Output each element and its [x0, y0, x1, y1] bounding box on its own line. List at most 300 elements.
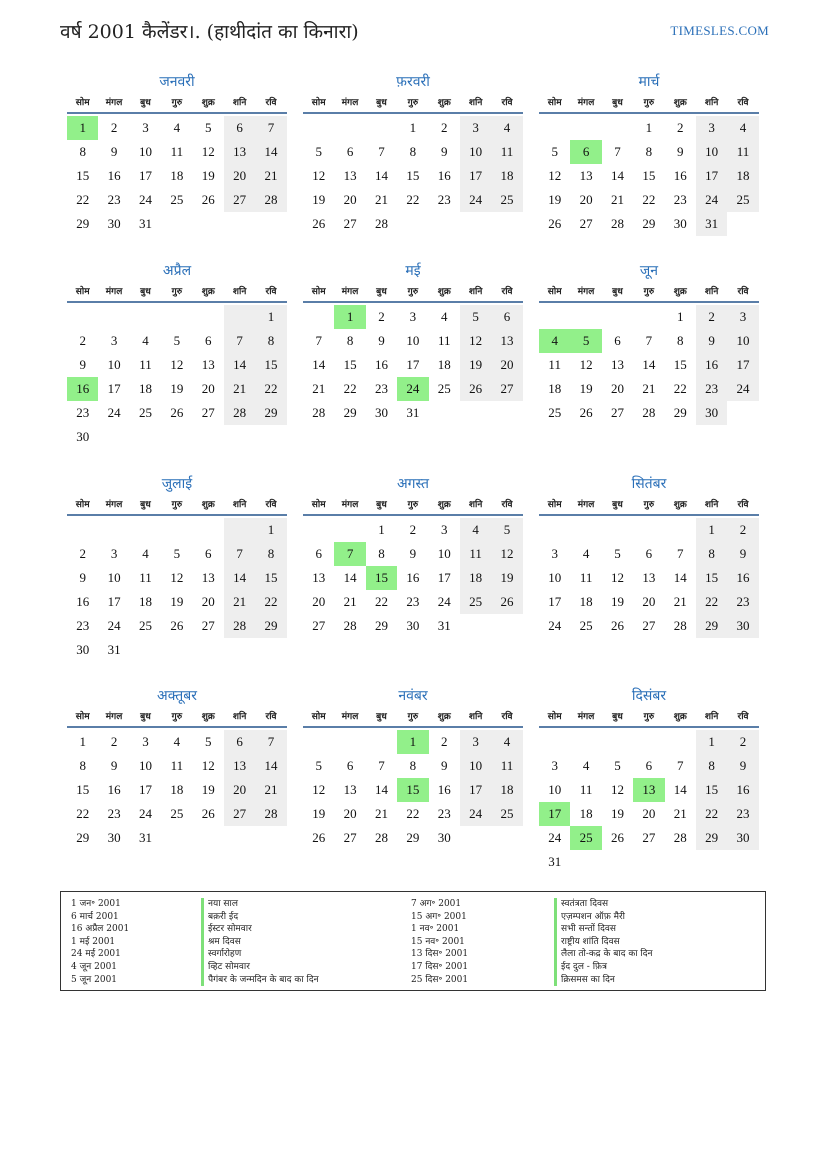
day-cell: 14	[255, 140, 286, 164]
day-cell: 30	[673, 216, 687, 231]
day-cell-empty	[602, 730, 633, 754]
day-cell: 18	[579, 806, 593, 821]
month-name: जनवरी	[159, 74, 195, 90]
weekday-header	[67, 708, 287, 728]
day-cell: 5	[315, 144, 322, 159]
month-name: फ़रवरी	[396, 74, 430, 90]
day-cell: 12	[201, 144, 215, 159]
day-cell: 15	[673, 357, 687, 372]
day-cell: 6	[614, 333, 621, 348]
legend-holiday-name: व्हिट सोमवार	[201, 961, 319, 974]
day-cell: 5	[551, 144, 558, 159]
day-cell: 10	[437, 546, 451, 561]
day-cell: 31	[107, 642, 121, 657]
day-cell: 11	[579, 782, 593, 797]
weekday-label: गुरु	[643, 287, 655, 297]
day-cell: 6	[315, 546, 322, 561]
day-cell: 11	[139, 357, 152, 372]
month-name: मई	[405, 263, 421, 279]
day-cell: 19	[610, 806, 624, 821]
day-cell: 9	[378, 333, 385, 348]
weekday-label: गुरु	[407, 500, 419, 510]
day-cell: 28	[610, 216, 624, 231]
day-cell: 25	[138, 618, 152, 633]
day-cell: 21	[224, 590, 255, 614]
day-cell-holiday: 1	[334, 305, 365, 329]
day-cell: 27	[642, 618, 656, 633]
day-cell: 16	[696, 353, 727, 377]
day-cell: 14	[374, 782, 388, 797]
day-cell: 18	[727, 164, 758, 188]
day-cell: 16	[727, 566, 758, 590]
weekday-label: रवि	[265, 712, 277, 722]
day-cell-empty	[303, 730, 334, 754]
day-grid	[303, 518, 523, 638]
weekday-header	[539, 283, 759, 303]
legend-date: 7 अग॰ 2001	[411, 899, 462, 909]
weekday-label: गुरु	[171, 287, 183, 297]
day-cell-empty	[303, 518, 334, 542]
day-grid	[303, 730, 523, 850]
day-cell: 28	[224, 614, 255, 638]
day-cell: 28	[673, 830, 687, 845]
day-cell: 13	[642, 570, 656, 585]
weekday-label: रवि	[501, 500, 513, 510]
day-cell-empty	[570, 518, 601, 542]
day-cell: 15	[406, 168, 420, 183]
month-block	[539, 72, 759, 236]
weekday-label: बुध	[612, 712, 623, 722]
day-cell: 19	[312, 192, 326, 207]
weekday-label: मंगल	[105, 712, 123, 722]
weekday-label: मंगल	[577, 712, 595, 722]
day-cell: 30	[406, 618, 420, 633]
weekday-label: शुक्र	[437, 287, 451, 297]
weekday-label: शनि	[232, 98, 247, 108]
day-cell-empty	[224, 518, 255, 542]
day-cell: 28	[673, 618, 687, 633]
day-cell: 12	[170, 570, 184, 585]
day-cell-holiday: 4	[539, 329, 570, 353]
day-cell: 24	[548, 618, 562, 633]
day-cell: 9	[677, 144, 684, 159]
day-cell: 2	[696, 305, 727, 329]
day-cell: 28	[312, 405, 326, 420]
day-cell: 2	[677, 120, 684, 135]
day-cell: 24	[460, 802, 491, 826]
weekday-label: शनि	[704, 287, 719, 297]
weekday-label: रवि	[501, 98, 513, 108]
day-cell: 4	[491, 116, 522, 140]
weekday-header	[539, 708, 759, 728]
day-cell: 14	[224, 353, 255, 377]
day-cell: 16	[437, 168, 451, 183]
day-cell-empty	[98, 518, 129, 542]
day-cell: 22	[76, 192, 90, 207]
day-cell: 1	[255, 518, 286, 542]
day-cell: 8	[677, 333, 684, 348]
day-cell-empty	[161, 518, 192, 542]
weekday-label: बुध	[376, 500, 387, 510]
day-cell: 4	[582, 546, 590, 561]
day-cell-holiday: 1	[67, 116, 98, 140]
day-cell: 13	[201, 357, 215, 372]
weekday-label: बुध	[140, 712, 151, 722]
day-cell: 17	[406, 357, 420, 372]
day-cell: 25	[727, 188, 758, 212]
day-cell: 19	[170, 381, 184, 396]
legend-date: 17 दिस॰ 2001	[411, 961, 469, 972]
weekday-label: शुक्र	[201, 98, 215, 108]
day-grid	[303, 116, 523, 236]
legend-date: 1 जन॰ 2001	[71, 899, 121, 909]
weekday-label: शुक्र	[437, 712, 451, 722]
weekday-header	[67, 496, 287, 516]
day-grid	[539, 518, 759, 638]
day-cell: 24	[138, 192, 152, 207]
weekday-label: गुरु	[643, 712, 655, 722]
day-cell: 14	[224, 566, 255, 590]
weekday-label: मंगल	[577, 500, 595, 510]
day-cell: 18	[170, 168, 184, 183]
weekday-label: शनि	[468, 500, 483, 510]
day-cell: 20	[224, 778, 255, 802]
weekday-label: रवि	[737, 287, 749, 297]
day-cell: 24	[460, 188, 491, 212]
day-cell: 5	[614, 546, 621, 561]
day-cell: 21	[610, 192, 624, 207]
weekday-label: शनि	[704, 712, 719, 722]
day-cell: 11	[579, 570, 593, 585]
day-cell: 3	[551, 758, 558, 773]
day-cell: 21	[255, 164, 286, 188]
day-cell: 2	[727, 518, 758, 542]
day-cell: 23	[76, 618, 90, 633]
day-cell: 25	[579, 618, 593, 633]
day-cell: 23	[696, 377, 727, 401]
day-cell: 22	[76, 806, 90, 821]
weekday-label: रवि	[265, 500, 277, 510]
day-cell: 29	[696, 614, 727, 638]
day-cell: 15	[255, 353, 286, 377]
day-grid	[67, 305, 287, 449]
weekday-label: सोम	[311, 712, 326, 722]
day-cell: 2	[110, 120, 118, 135]
day-cell: 21	[374, 192, 388, 207]
month-block	[303, 72, 523, 236]
day-cell: 24	[548, 830, 562, 845]
month-name: अगस्त	[396, 476, 429, 492]
day-cell: 20	[642, 806, 656, 821]
day-cell: 2	[441, 120, 448, 135]
weekday-header	[303, 496, 523, 516]
day-cell: 14	[673, 570, 687, 585]
day-cell: 9	[79, 357, 86, 372]
day-cell: 18	[491, 164, 522, 188]
day-cell: 7	[255, 116, 286, 140]
weekday-label: शनि	[468, 287, 483, 297]
day-cell: 26	[491, 590, 522, 614]
day-cell: 17	[138, 168, 152, 183]
day-cell: 2	[409, 522, 417, 537]
month-name: जुलाई	[161, 476, 193, 492]
legend-names-right	[554, 898, 653, 986]
day-cell-empty	[570, 305, 601, 329]
day-cell: 3	[441, 522, 448, 537]
day-cell: 21	[343, 594, 357, 609]
day-cell: 29	[642, 216, 656, 231]
day-cell: 21	[224, 377, 255, 401]
day-cell: 17	[727, 353, 758, 377]
day-cell: 31	[406, 405, 420, 420]
day-cell: 19	[201, 168, 215, 183]
day-cell-empty	[665, 730, 696, 754]
day-cell: 10	[460, 754, 491, 778]
day-cell: 26	[312, 830, 326, 845]
day-cell: 22	[642, 192, 656, 207]
day-cell: 4	[441, 309, 448, 324]
day-cell: 17	[107, 594, 121, 609]
legend-holiday-name: सभी सन्तों दिवस	[554, 923, 653, 936]
legend-holiday-name: एज़म्पशन ऑफ़ मैरी	[554, 911, 653, 924]
day-cell: 8	[696, 754, 727, 778]
day-cell: 5	[205, 734, 212, 749]
weekday-label: शुक्र	[673, 287, 687, 297]
day-cell: 14	[255, 754, 286, 778]
day-cell-empty	[130, 518, 161, 542]
weekday-header	[303, 94, 523, 114]
day-cell: 31	[696, 212, 727, 236]
day-cell-empty	[130, 305, 161, 329]
day-cell: 10	[107, 570, 121, 585]
day-cell: 27	[343, 216, 357, 231]
day-cell-holiday: 7	[334, 542, 365, 566]
day-cell: 22	[406, 806, 420, 821]
weekday-header	[539, 94, 759, 114]
day-cell: 14	[343, 570, 357, 585]
day-cell: 3	[142, 734, 149, 749]
day-cell: 2	[79, 333, 86, 348]
day-cell: 30	[727, 826, 758, 850]
day-cell: 23	[76, 405, 90, 420]
legend-holiday-name: श्रम दिवस	[201, 936, 319, 949]
month-name: मार्च	[638, 74, 660, 90]
weekday-label: गुरु	[643, 98, 655, 108]
day-cell: 8	[696, 542, 727, 566]
day-cell-holiday: 17	[539, 802, 570, 826]
day-cell-holiday: 25	[570, 826, 601, 850]
day-cell: 28	[642, 405, 656, 420]
weekday-label: सोम	[547, 500, 562, 510]
page-title: वर्ष 2001 कैलेंडर।. (हाथीदांत का किनारा)	[60, 21, 359, 43]
day-cell: 27	[642, 830, 656, 845]
day-cell: 10	[727, 329, 758, 353]
day-cell: 13	[343, 168, 357, 183]
month-block	[539, 261, 759, 425]
legend-date: 16 अप्रैल 2001	[71, 924, 130, 935]
day-cell: 7	[378, 758, 385, 773]
day-cell: 30	[76, 642, 90, 657]
day-cell: 13	[579, 168, 593, 183]
weekday-label: मंगल	[341, 287, 359, 297]
weekday-label: गुरु	[407, 98, 419, 108]
day-cell-empty	[602, 518, 633, 542]
day-cell: 27	[610, 405, 624, 420]
day-cell: 10	[138, 758, 152, 773]
day-cell-holiday: 24	[397, 377, 428, 401]
day-cell: 17	[460, 164, 491, 188]
weekday-label: सोम	[75, 98, 90, 108]
day-cell: 19	[201, 782, 215, 797]
day-cell: 31	[138, 216, 152, 231]
day-cell: 3	[142, 120, 149, 135]
day-cell: 6	[224, 730, 255, 754]
day-cell: 24	[107, 618, 121, 633]
day-cell: 17	[548, 594, 562, 609]
day-cell: 12	[201, 758, 215, 773]
day-cell: 10	[696, 140, 727, 164]
weekday-label: मंगल	[341, 98, 359, 108]
weekday-label: रवि	[501, 287, 513, 297]
day-grid	[539, 305, 759, 425]
weekday-header	[303, 283, 523, 303]
day-cell: 13	[224, 754, 255, 778]
day-cell: 5	[491, 518, 522, 542]
day-cell-empty	[366, 730, 397, 754]
day-cell-empty	[602, 305, 633, 329]
weekday-label: रवि	[737, 500, 749, 510]
day-cell: 12	[170, 357, 184, 372]
day-cell: 18	[138, 594, 152, 609]
day-cell: 17	[107, 381, 121, 396]
day-cell: 7	[614, 144, 621, 159]
weekday-label: शुक्र	[673, 98, 687, 108]
weekday-label: गुरु	[171, 500, 183, 510]
weekday-label: सोम	[547, 98, 562, 108]
day-cell: 20	[579, 192, 593, 207]
day-cell: 24	[107, 405, 121, 420]
day-cell: 30	[696, 401, 727, 425]
day-cell: 4	[460, 518, 491, 542]
month-name: नवंबर	[398, 688, 428, 704]
day-cell: 5	[205, 120, 212, 135]
weekday-label: सोम	[311, 98, 326, 108]
day-cell-holiday: 6	[570, 140, 601, 164]
day-cell: 6	[205, 546, 212, 561]
day-cell: 8	[378, 546, 385, 561]
weekday-label: गुरु	[171, 98, 183, 108]
day-cell-holiday: 1	[397, 730, 428, 754]
weekday-label: शुक्र	[201, 287, 215, 297]
day-cell: 12	[491, 542, 522, 566]
day-cell: 31	[437, 618, 451, 633]
day-cell: 2	[110, 734, 118, 749]
month-name: दिसंबर	[631, 688, 667, 704]
day-cell: 9	[110, 144, 118, 159]
day-cell: 11	[727, 140, 758, 164]
weekday-label: शनि	[468, 98, 483, 108]
weekday-label: गुरु	[643, 500, 655, 510]
day-cell: 15	[343, 357, 357, 372]
day-cell: 8	[79, 144, 86, 159]
day-cell: 25	[170, 806, 184, 821]
month-block	[539, 474, 759, 638]
day-cell: 11	[491, 754, 522, 778]
day-cell: 23	[437, 806, 451, 821]
day-cell: 9	[110, 758, 118, 773]
weekday-label: बुध	[140, 500, 151, 510]
day-cell: 14	[673, 782, 687, 797]
legend-holiday-name: क्रिसमस का दिन	[554, 974, 653, 987]
day-cell: 30	[76, 429, 90, 444]
day-cell: 16	[107, 782, 121, 797]
day-cell: 15	[255, 566, 286, 590]
day-cell: 1	[409, 120, 417, 135]
day-cell: 11	[460, 542, 491, 566]
day-cell: 17	[696, 164, 727, 188]
day-cell: 26	[170, 405, 184, 420]
day-cell-empty	[334, 518, 365, 542]
weekday-label: शुक्र	[673, 712, 687, 722]
day-cell: 22	[406, 192, 420, 207]
day-cell: 3	[727, 305, 758, 329]
day-cell: 9	[727, 754, 758, 778]
legend-date: 1 मई 2001	[71, 936, 116, 947]
day-cell: 15	[76, 782, 90, 797]
day-cell-holiday: 5	[570, 329, 601, 353]
day-cell-empty	[193, 518, 224, 542]
day-cell-empty	[67, 305, 98, 329]
day-cell: 3	[409, 309, 417, 324]
day-cell: 26	[201, 192, 215, 207]
day-cell: 26	[548, 216, 562, 231]
weekday-label: शुक्र	[201, 712, 215, 722]
legend-date: 1 नव॰ 2001	[411, 924, 460, 935]
day-cell: 19	[548, 192, 562, 207]
day-cell: 12	[312, 168, 326, 183]
day-cell: 29	[255, 614, 286, 638]
day-cell: 9	[409, 546, 417, 561]
weekday-label: सोम	[547, 712, 562, 722]
day-cell-empty	[570, 730, 601, 754]
day-cell-empty	[303, 305, 334, 329]
day-cell: 24	[437, 594, 451, 609]
day-cell: 28	[255, 802, 286, 826]
day-cell: 18	[548, 381, 562, 396]
day-cell: 14	[642, 357, 656, 372]
day-cell-holiday: 13	[633, 778, 664, 802]
weekday-label: बुध	[612, 500, 623, 510]
day-cell: 2	[378, 309, 385, 324]
day-cell: 29	[343, 405, 357, 420]
day-cell: 16	[727, 778, 758, 802]
weekday-label: सोम	[311, 500, 326, 510]
day-cell-holiday: 16	[67, 377, 98, 401]
legend-holiday-name: स्वर्गारोहण	[201, 948, 319, 961]
day-cell: 11	[491, 140, 522, 164]
site-link[interactable]: TIMESLES.COM	[670, 23, 769, 38]
day-cell: 6	[224, 116, 255, 140]
day-cell: 3	[696, 116, 727, 140]
day-cell: 26	[312, 216, 326, 231]
day-cell: 8	[409, 144, 417, 159]
day-cell: 13	[343, 782, 357, 797]
day-cell: 24	[138, 806, 152, 821]
legend-date: 4 जून 2001	[71, 961, 118, 972]
day-cell: 12	[548, 168, 562, 183]
day-cell: 19	[491, 566, 522, 590]
day-cell-holiday: 15	[366, 566, 397, 590]
